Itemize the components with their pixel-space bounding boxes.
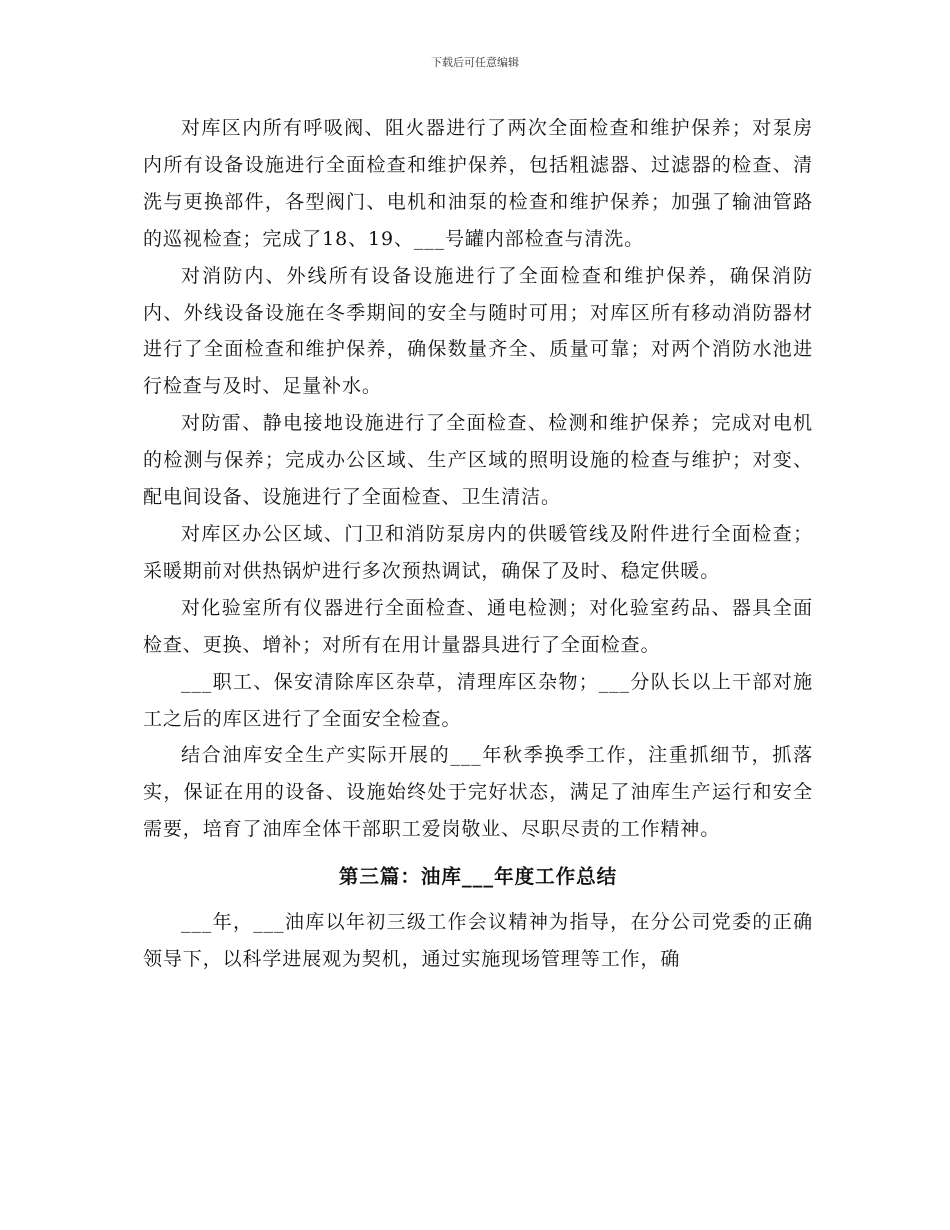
paragraph: 对防雷、静电接地设施进行了全面检查、检测和维护保养；完成对电机的检测与保养；完成办公区域、生产区域的照明设施的检查与维护；对变、配电间设备、设施进行了全面检查、卫生清洁。	[143, 412, 813, 509]
paragraph: ___职工、保安清除库区杂草，清理库区杂物；___分队长以上干部对施工之后的库区进行了全面安全检查。	[143, 670, 813, 730]
paragraph: ___年，___油库以年初三级工作会议精神为指导，在分公司党委的正确领导下，以科学进展观为契机，通过实施现场管理等工作，确	[143, 911, 813, 970]
paragraph: 对化验室所有仪器进行全面检查、通电检测；对化验室药品、器具全面检查、更换、增补；对所有在用计量器具进行了全面检查。	[143, 596, 813, 656]
paragraph: 对库区内所有呼吸阀、阻火器进行了两次全面检查和维护保养；对泵房内所有设备设施进行全面检查和维护保养，包括粗滤器、过滤器的检查、清洗与更换部件，各型阀门、电机和油泵的检查和维护保养；加强了输油管路的巡视检查；完成了18、19、___号罐内部检查与清洗。	[143, 117, 813, 250]
paragraph: 对消防内、外线所有设备设施进行了全面检查和维护保养，确保消防内、外线设备设施在冬季期间的安全与随时可用；对库区所有移动消防器材进行了全面检查和维护保养，确保数量齐全、质量可靠；对两个消防水池进行检查与及时、足量补水。	[143, 264, 813, 398]
paragraph: 结合油库安全生产实际开展的___年秋季换季工作，注重抓细节，抓落实，保证在用的设备、设施始终处于完好状态，满足了油库生产运行和安全需要，培育了油库全体干部职工爱岗敬业、尽职尽责的工作精神。	[143, 744, 813, 841]
section-title: 第三篇：油库___年度工作总结	[338, 865, 618, 889]
page-header: 下载后可任意编辑	[431, 56, 519, 69]
document-body	[143, 110, 813, 978]
paragraph: 对库区办公区域、门卫和消防泵房内的供暖管线及附件进行全面检查；采暖期前对供热锅炉进行多次预热调试，确保了及时、稳定供暖。	[143, 522, 813, 582]
